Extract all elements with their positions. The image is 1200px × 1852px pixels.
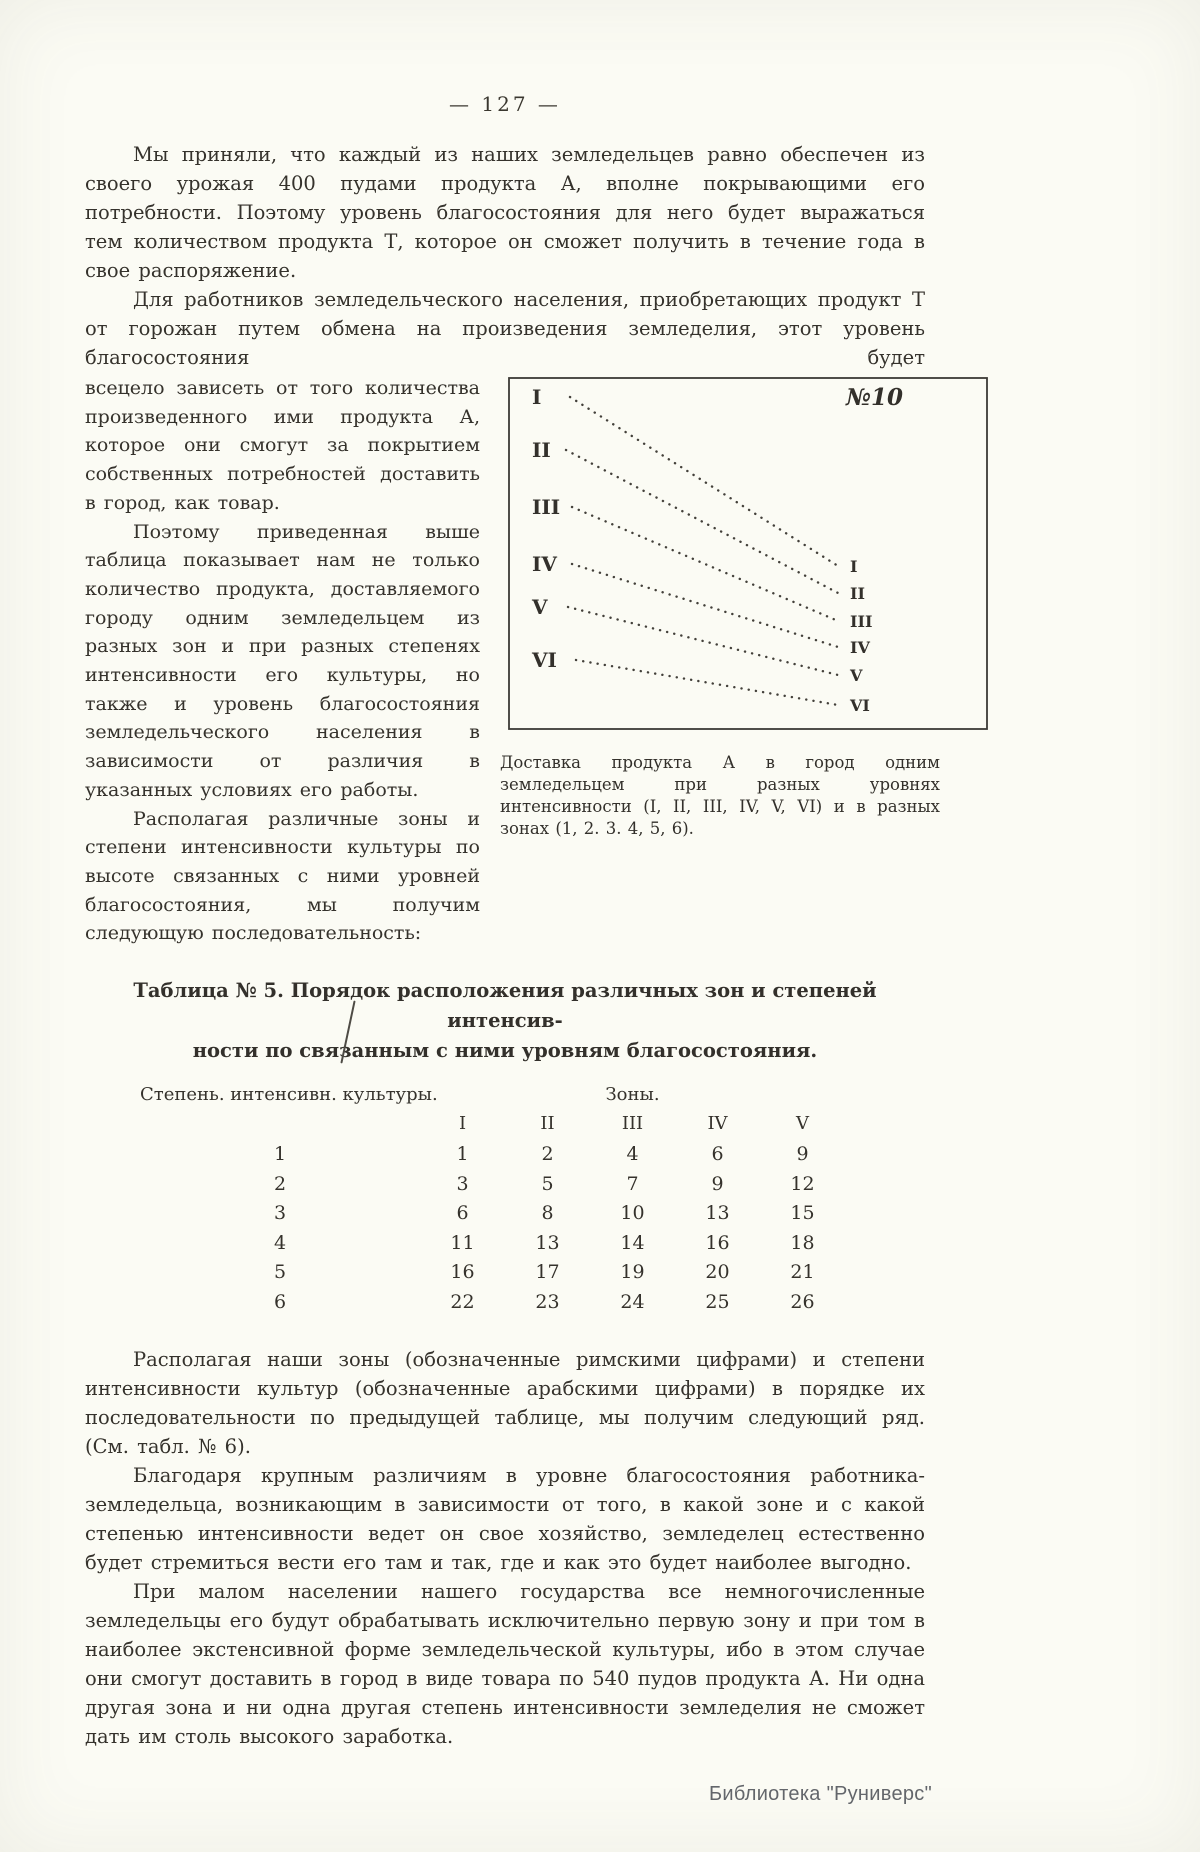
chart-left-label: V [532,595,548,619]
value-cell: 13 [705,1202,730,1225]
zone-column-header: I [458,1113,467,1135]
chart-right-label: III [850,612,873,631]
value-cell: 8 [541,1202,554,1225]
chart-right-label: IV [850,638,870,657]
degree-cell: 1 [273,1143,287,1166]
delivery-chart-svg [508,377,988,730]
table-row [140,1170,925,1200]
page-number: — 127 — [449,92,561,116]
table-row [140,1140,925,1170]
table-left-header: Степень. интенсивн. культуры. [140,1084,438,1106]
value-cell: 21 [790,1261,815,1284]
table-header-row [140,1084,925,1105]
value-cell: 3 [456,1172,469,1195]
degree-cell: 4 [273,1231,287,1254]
value-cell: 1 [456,1143,469,1166]
chart-dotted-line [572,564,838,647]
figure-number-label: №10 [846,384,904,411]
paragraph-4: Располагая различные зоны и степени интенсивности культуры по высоте связанных с ними уровней благосостояния, мы получим следующую последовательность: [85,807,480,945]
value-cell: 25 [705,1290,730,1313]
degree-cell: 5 [273,1261,287,1284]
chart-dotted-line [568,607,838,675]
value-cell: 17 [535,1261,560,1284]
chart-right-label: I [850,557,858,576]
table-row [140,1229,925,1259]
figure-column [500,374,988,948]
value-cell: 2 [541,1143,554,1166]
value-cell: 5 [541,1172,554,1195]
zone-column-header: II [540,1113,555,1135]
value-cell: 14 [620,1231,645,1254]
chart-left-label: III [532,495,561,519]
value-cell: 6 [456,1202,469,1225]
library-watermark: Библиотека "Руниверс" [708,1783,932,1805]
paragraph-2-continued: всецело зависеть от того количества произведенного ими продукта А, которое они смогут за покрытием собственных потребностей доставить в город, как товар. [85,377,480,514]
zone-column-header: IV [707,1113,728,1135]
paragraph-7: При малом населении нашего государства все немногочисленные земледельцы его будут обрабатывать исключительно первую зону и при том в наиболее экстенсивной форме земледельческой культуры, ибо в этом случае они смогут доставить в город в виде товара по 540 пудов продукта А. Ни одна другая зона и ни одна другая степень интенсивности земледелия не сможет дать им столь высокого заработка. [85,1580,925,1749]
value-cell: 12 [790,1172,815,1195]
table-zone-header-row [140,1113,925,1134]
value-cell: 24 [620,1290,645,1313]
degree-cell: 2 [273,1172,287,1195]
chart-left-label: II [532,438,551,462]
table-row [140,1258,925,1288]
value-cell: 19 [620,1261,645,1284]
value-cell: 9 [796,1143,809,1166]
paragraph-1: Мы приняли, что каждый из наших земледельцев равно обеспечен из своего урожая 400 пудами продукта А, вполне покрывающими его потребности. Поэтому уровень благосостояния для него будет выражаться тем количеством продукта Т, которое он сможет получить в течение года в свое распоряжение. [85,143,925,282]
chart-left-label: I [532,385,542,409]
table-title-line-1: Таблица № 5. Порядок расположения различных зон и степеней интенсив- [133,979,877,1033]
value-cell: 22 [450,1290,475,1313]
degree-cell: 6 [273,1290,287,1313]
value-cell: 26 [790,1290,815,1313]
paragraph-5: Располагая наши зоны (обозначенные римскими цифрами) и степени интенсивности культур (обозначенные арабскими цифрами) в порядке их последовательности по предыдущей таблице, мы получим следующий ряд. (См. табл. № 6). [85,1348,925,1459]
value-cell: 10 [620,1202,645,1225]
value-cell: 18 [790,1231,815,1254]
zone-column-header: III [621,1113,644,1135]
two-column-section [85,374,988,948]
table-row [140,1199,925,1229]
value-cell: 16 [705,1231,730,1254]
value-cell: 13 [535,1231,560,1254]
value-cell: 7 [626,1172,639,1195]
zone-header-spacer [140,1113,420,1134]
table-zones-header: Зоны. [605,1084,660,1106]
degree-cell: 3 [273,1202,287,1225]
chart-left-label: VI [532,648,557,672]
value-cell: 6 [711,1143,724,1166]
value-cell: 23 [535,1290,560,1313]
chart-left-label: IV [532,552,557,576]
chart-dotted-line [572,507,838,621]
value-cell: 4 [626,1143,639,1166]
value-cell: 20 [705,1261,730,1284]
left-text-column [85,374,480,948]
chart-dotted-line [570,397,838,566]
table-title [85,976,925,1066]
bottom-text-block [85,1345,925,1751]
value-cell: 9 [711,1172,724,1195]
value-cell: 16 [450,1261,475,1284]
table-title-line-2: ности по связанным с ними уровням благосостояния. [192,1039,818,1063]
chart-right-label: VI [850,696,870,715]
figure-border [509,378,987,729]
zone-column-header: V [796,1113,809,1135]
value-cell: 15 [790,1202,815,1225]
table-body [140,1140,925,1317]
chart-dotted-line [576,660,838,705]
paragraph-3: Поэтому приведенная выше таблица показывает нам не только количество продукта, доставляемого городу одним земледельцем из разных зон и при разных степенях интенсивности его культуры, но также и уровень благосостояния земледельческого населения в зависимости от различия в указанных условиях его работы. [85,520,480,801]
figure-delivery-chart [508,377,988,730]
table-row [140,1288,925,1318]
paragraph-2-lead: Для работников земледельческого населения, приобретающих продукт Т от горожан путем обмена на произведения земледелия, этот уровень благосостояния будет [85,288,925,369]
table-5 [140,1084,925,1317]
chart-right-label: V [850,666,863,685]
paragraph-6: Благодаря крупным различиям в уровне благосостояния работника-земледельца, возникающим в зависимости от того, в какой зоне и с какой степенью интенсивности ведет он свое хозяйство, земледелец естественно будет стремиться вести его там и так, где и как это будет наиболее выгодно. [85,1464,925,1575]
figure-caption: Доставка продукта А в город одним земледельцем при разных уровнях интенсивности (I, II, III, IV, V, VI) и в разных зонах (1, 2. 3. 4, 5, 6). [500,753,940,838]
chart-right-label: II [850,584,865,603]
value-cell: 11 [450,1231,475,1254]
